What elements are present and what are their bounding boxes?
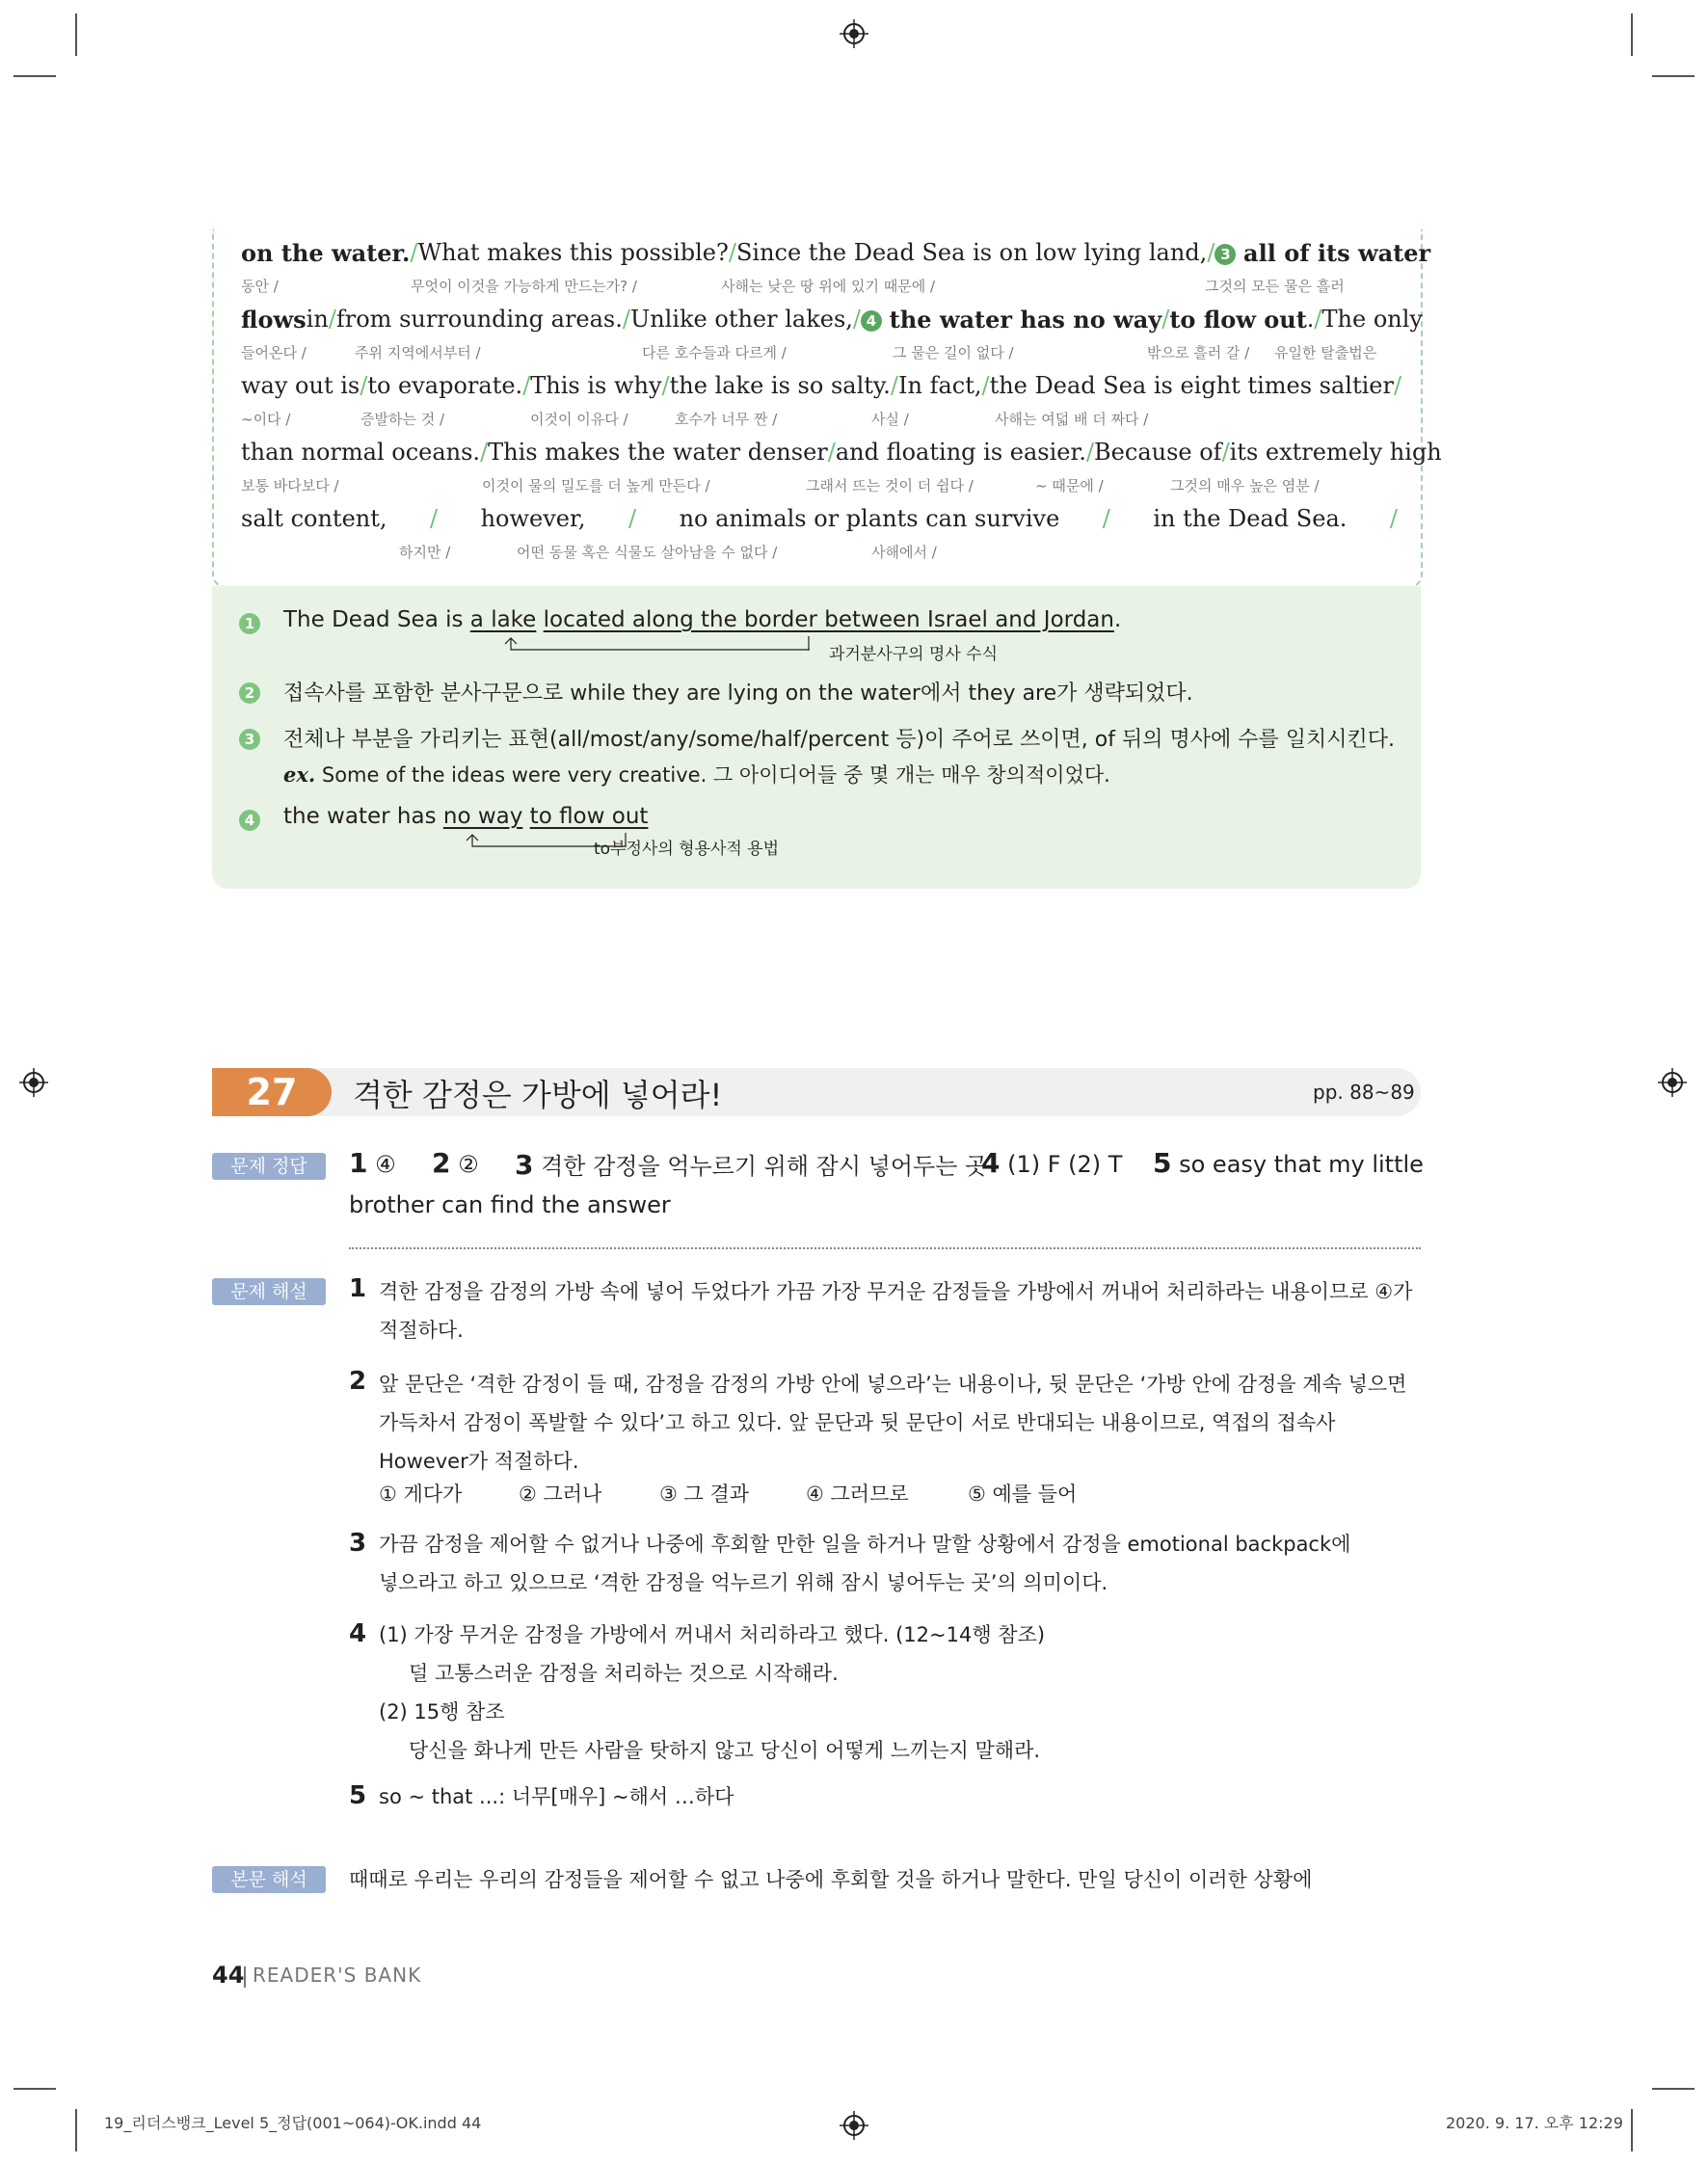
passage-translation-chunk: 사해에서 / (871, 544, 937, 561)
grammar-note-1: The Dead Sea is a lake located along the border between Israel and Jordan. (283, 607, 1122, 632)
passage-translation-chunk: 그것의 모든 물은 흘러 (1205, 278, 1345, 295)
passage-line (241, 239, 1431, 301)
passage-chunk (241, 505, 387, 540)
grammar-note-3: 전체나 부분을 가리키는 표현(all/most/any/some/half/percent 등)이 주어로 쓰이면, of 뒤의 명사에 수를 일치시킨다. (283, 728, 1395, 752)
chunk-separator (430, 505, 438, 540)
explanation-5-line: so ~ that ...: 너무[매우] ~해서 …하다 (379, 1785, 734, 1808)
registration-mark-icon (19, 1068, 48, 1097)
crop-mark (1631, 13, 1633, 56)
grammar-marker-icon: 3 (1214, 244, 1236, 265)
chunk-text: to evaporate. (367, 372, 523, 399)
explanation-2-line: 가득차서 감정이 폭발할 수 있다’고 하고 있다. 앞 문단과 뒷 문단이 서로 반대되는 내용이므로, 역접의 접속사 (379, 1411, 1336, 1434)
answer-2: 2 ② (432, 1147, 479, 1179)
chunk-text: / (827, 439, 836, 466)
answers-label: 문제 정답 (212, 1153, 326, 1180)
passage-chunk (990, 372, 1394, 407)
chunk-text: / (522, 372, 531, 399)
chunk-separator (1314, 306, 1321, 340)
passage-chunk (670, 372, 891, 407)
chunk-text: Unlike other lakes, (629, 306, 853, 333)
print-slug-date: 2020. 9. 17. 오후 12:29 (1446, 2114, 1623, 2132)
explanation-3-line: 가끔 감정을 제어할 수 없거나 나중에 후회할 만한 일을 하거나 말할 상황에서 감정을 emotional backpack에 (379, 1533, 1351, 1556)
chunk-text: / (981, 372, 990, 399)
grammar-marker-icon: 4 (861, 310, 882, 332)
passage-chunk (1230, 439, 1442, 473)
passage-translation-chunk: 그것의 매우 높은 염분 / (1170, 477, 1320, 494)
chunk-separator (662, 372, 670, 407)
chunk-separator (853, 306, 861, 340)
translation-text: 때때로 우리는 우리의 감정들을 제어할 수 없고 나중에 후회할 것을 하거나 말한다. 만일 당신이 이러한 상황에 (349, 1868, 1313, 1891)
option: ② 그러나 (519, 1483, 602, 1506)
chunk-text: all of its water (1243, 239, 1431, 267)
passage-line (241, 439, 1442, 500)
passage-chunk (367, 372, 522, 407)
chunk-text: / (622, 306, 630, 333)
passage-translation-chunk: 이것이 이유다 / (530, 411, 628, 428)
question-number: 2 (349, 1367, 367, 1396)
chunk-separator (1161, 306, 1169, 340)
grammar-note-label: to부정사의 형용사적 용법 (594, 840, 780, 859)
passage-line (241, 372, 1402, 434)
book-title: READER'S BANK (253, 1964, 422, 1987)
passage-english (241, 306, 1423, 340)
grammar-note-2: 접속사를 포함한 분사구문으로 while they are lying on the water에서 they are가 생략되었다. (283, 681, 1193, 706)
passage-translation-chunk: 증발하는 것 / (360, 411, 445, 428)
explanation-4-line: (2) 15행 참조 (379, 1700, 505, 1723)
chunk-text: / (1207, 239, 1215, 266)
chunk-text: / (430, 505, 439, 532)
grammar-note-4: the water has no way to flow out (283, 804, 649, 829)
explanation-4-line: 덜 고통스러운 감정을 처리하는 것으로 시작해라. (409, 1662, 839, 1685)
option: ① 게다가 (379, 1483, 463, 1506)
question-number: 1 (349, 1274, 367, 1303)
passage-translation-chunk: 사실 / (871, 411, 909, 428)
passage-chunk (1322, 306, 1423, 340)
grammar-example: ex. Some of the ideas were very creative. 그 아이디어들 중 몇 개는 매우 창의적이었다. (283, 762, 1110, 787)
passage-chunk (241, 306, 307, 340)
explanation-4-line: 당신을 화나게 만든 사람을 탓하지 않고 당신이 어떻게 느끼는지 말해라. (409, 1739, 1041, 1762)
crop-mark (75, 2109, 77, 2151)
passage-english (241, 439, 1442, 473)
passage-chunk (417, 239, 728, 274)
chunk-text: . (1306, 306, 1315, 333)
chunk-text: / (852, 306, 862, 333)
chunk-text: and floating is easier. (835, 439, 1086, 466)
chunk-text: / (1314, 306, 1322, 333)
passage-line (241, 505, 1398, 567)
chunk-separator (1222, 439, 1230, 473)
crop-mark (75, 13, 77, 56)
passage-chunk (481, 505, 586, 540)
grammar-number: 1 (239, 613, 260, 634)
chunk-separator (1103, 505, 1110, 540)
chunk-text: the water has no way (889, 306, 1162, 334)
chunk-text: / (661, 372, 670, 399)
crop-mark (1631, 2109, 1633, 2151)
chunk-separator (729, 239, 736, 274)
print-slug-file: 19_리더스뱅크_Level 5_정답(001~064)-OK.indd 44 (104, 2114, 482, 2132)
footer-divider (244, 1966, 246, 1988)
crop-mark (1652, 2088, 1695, 2090)
chunk-text: This makes the water denser (488, 439, 828, 466)
chunk-text: / (1085, 439, 1095, 466)
passage-chunk (307, 306, 329, 340)
explanation-1-line: 적절하다. (379, 1319, 464, 1342)
grammar-notes-box (212, 586, 1421, 889)
explanation-2-line: 앞 문단은 ‘격한 감정이 들 때, 감정을 감정의 가방 안에 넣으라’는 내용이나, 뒷 문단은 ‘가방 안에 감정을 계속 넣으면 (379, 1373, 1407, 1396)
chunk-separator (522, 372, 530, 407)
passage-chunk (488, 439, 828, 473)
chunk-text: / (1161, 306, 1170, 333)
chunked-passage (212, 229, 1442, 588)
passage-translation-chunk: 하지만 / (399, 544, 451, 561)
chunk-text: its extremely high (1229, 439, 1442, 466)
passage-chunk (241, 372, 360, 407)
chunk-text: / (728, 239, 736, 266)
chunk-separator (360, 372, 367, 407)
chunk-text: no animals or plants can survive (679, 505, 1060, 532)
chunk-separator (1086, 439, 1094, 473)
passage-translation-chunk: 보통 바다보다 / (241, 477, 339, 494)
chunk-separator (1390, 505, 1398, 540)
answer-5: 5 so easy that my little (1153, 1147, 1424, 1179)
chunk-text: / (627, 505, 637, 532)
passage-chunk (241, 239, 410, 274)
section-pages: pp. 88~89 (1313, 1081, 1415, 1104)
chunk-text: / (1393, 372, 1402, 399)
chunk-text: This is why (530, 372, 662, 399)
chunk-separator (891, 372, 898, 407)
crop-mark (1652, 75, 1695, 77)
answer-3: 3 격한 감정을 억누르기 위해 잠시 넣어두는 곳 (515, 1149, 988, 1181)
passage-translation-chunk: 그래서 뜨는 것이 더 쉽다 / (806, 477, 974, 494)
passage-chunk (1214, 239, 1430, 274)
passage-translation-chunk: 유일한 탈출법은 (1274, 344, 1377, 361)
passage-chunk (1153, 505, 1347, 540)
passage-translation-chunk: 주위 지역에서부터 / (355, 344, 481, 361)
chunk-text: however, (480, 505, 586, 532)
passage-translation-chunk: 들어온다 / (241, 344, 307, 361)
chunk-text: / (410, 239, 418, 266)
chunk-separator (981, 372, 989, 407)
section-title: 격한 감정은 가방에 넣어라! (353, 1077, 723, 1113)
chunk-text: flows (241, 306, 307, 334)
passage-translation-chunk: 그 물은 길이 없다 / (893, 344, 1014, 361)
passage-translation-chunk: 어떤 동물 혹은 식물도 살아남을 수 없다 / (517, 544, 778, 561)
crop-mark (13, 2088, 56, 2090)
chunk-text: from surrounding areas. (335, 306, 623, 333)
crop-mark (13, 75, 56, 77)
chunk-text: in the Dead Sea. (1153, 505, 1348, 532)
passage-chunk (1169, 306, 1306, 340)
passage-translation-chunk: 사해는 여덟 배 더 짜다 / (995, 411, 1149, 428)
question-number: 4 (349, 1619, 367, 1648)
answers-line: 1 ④ (349, 1147, 396, 1179)
passage-translation-chunk: 이것이 물의 밀도를 더 높게 만든다 / (482, 477, 710, 494)
grammar-number: 2 (239, 682, 260, 704)
chunk-separator (1394, 372, 1401, 407)
explanation-3-line: 넣으라고 하고 있으므로 ‘격한 감정을 억누르기 위해 잠시 넣어두는 곳’의 의미이다. (379, 1571, 1108, 1594)
grammar-number: 3 (239, 729, 260, 750)
chunk-text: on the water. (241, 239, 411, 267)
answer-4: 4 (1) F (2) T (981, 1147, 1123, 1179)
passage-chunk (241, 439, 480, 473)
chunk-text: / (1102, 505, 1110, 532)
registration-mark-icon (840, 2111, 868, 2140)
registration-mark-icon (1658, 1068, 1687, 1097)
chunk-separator (329, 306, 336, 340)
chunk-separator (410, 239, 417, 274)
chunk-separator (828, 439, 836, 473)
chunk-text: salt content, (241, 505, 387, 532)
passage-translation-chunk: ~ 때문에 / (1035, 477, 1104, 494)
chunk-separator (628, 505, 636, 540)
explanation-label: 문제 해설 (212, 1278, 326, 1305)
question-number: 5 (349, 1781, 367, 1810)
chunk-separator (623, 306, 630, 340)
chunk-separator (1207, 239, 1214, 274)
passage-translation-chunk: 다른 호수들과 다르게 / (642, 344, 787, 361)
passage-translation-chunk: 사해는 낮은 땅 위에 있기 때문에 / (721, 278, 936, 295)
chunk-text: to flow out (1169, 306, 1307, 334)
chunk-text: In fact, (898, 372, 982, 399)
chunk-text: / (1389, 505, 1398, 532)
chunk-text: / (328, 306, 336, 333)
passage-translation-chunk: 호수가 너무 짠 / (675, 411, 778, 428)
chunk-text: / (1221, 439, 1230, 466)
divider (349, 1247, 1421, 1249)
passage-line (241, 306, 1423, 367)
passage-english (241, 239, 1431, 274)
chunk-text: Since the Dead Sea is on low lying land, (735, 239, 1208, 266)
passage-chunk (836, 439, 1086, 473)
chunk-text: the lake is so salty. (669, 372, 891, 399)
translation-label: 본문 해석 (212, 1866, 326, 1893)
option: ⑤ 예를 들어 (968, 1483, 1078, 1506)
passage-chunk (898, 372, 981, 407)
grammar-arrow (492, 636, 810, 659)
passage-english (241, 372, 1402, 407)
chunk-text: / (360, 372, 368, 399)
chunk-separator (480, 439, 488, 473)
chunk-text: / (890, 372, 898, 399)
chunk-text: way out is (241, 372, 360, 399)
section-number: 27 (212, 1068, 332, 1116)
passage-translation-chunk: 밖으로 흘러 갈 / (1147, 344, 1250, 361)
chunk-text: Because of (1094, 439, 1222, 466)
passage-chunk (736, 239, 1207, 274)
option: ④ 그러므로 (806, 1483, 909, 1506)
option: ③ 그 결과 (659, 1483, 750, 1506)
page-number: 44 (212, 1962, 245, 1989)
passage-translation-chunk: 무엇이 이것을 가능하게 만드는가? / (411, 278, 637, 295)
explanation-1-line: 격한 감정을 감정의 가방 속에 넣어 두었다가 가끔 가장 무거운 감정들을 가방에서 꺼내어 처리하라는 내용이므로 ④가 (379, 1280, 1413, 1303)
passage-chunk (861, 306, 1161, 340)
passage-chunk (1094, 439, 1222, 473)
passage-chunk (1307, 306, 1315, 340)
passage-chunk (630, 306, 853, 340)
passage-translation-chunk: 동안 / (241, 278, 279, 295)
grammar-number: 4 (239, 810, 260, 831)
chunk-text: / (480, 439, 489, 466)
passage-chunk (680, 505, 1060, 540)
chunk-text: in (306, 306, 329, 333)
passage-chunk (336, 306, 623, 340)
explanation-4-line: (1) 가장 무거운 감정을 가방에서 꺼내서 처리하라고 했다. (12~14행 참조) (379, 1623, 1046, 1646)
passage-chunk (530, 372, 661, 407)
question-number: 3 (349, 1529, 367, 1558)
grammar-note-label: 과거분사구의 명사 수식 (829, 645, 999, 664)
passage-translation-chunk: ~이다 / (241, 411, 291, 428)
passage-english (241, 505, 1398, 540)
chunk-text: than normal oceans. (241, 439, 481, 466)
chunk-text: the Dead Sea is eight times saltier (989, 372, 1394, 399)
chunk-text: What makes this possible? (417, 239, 729, 266)
answer-5-cont: brother can find the answer (349, 1191, 671, 1218)
chunk-text: The only (1321, 306, 1423, 333)
registration-mark-icon (840, 19, 868, 48)
explanation-2-line: However가 적절하다. (379, 1450, 579, 1473)
